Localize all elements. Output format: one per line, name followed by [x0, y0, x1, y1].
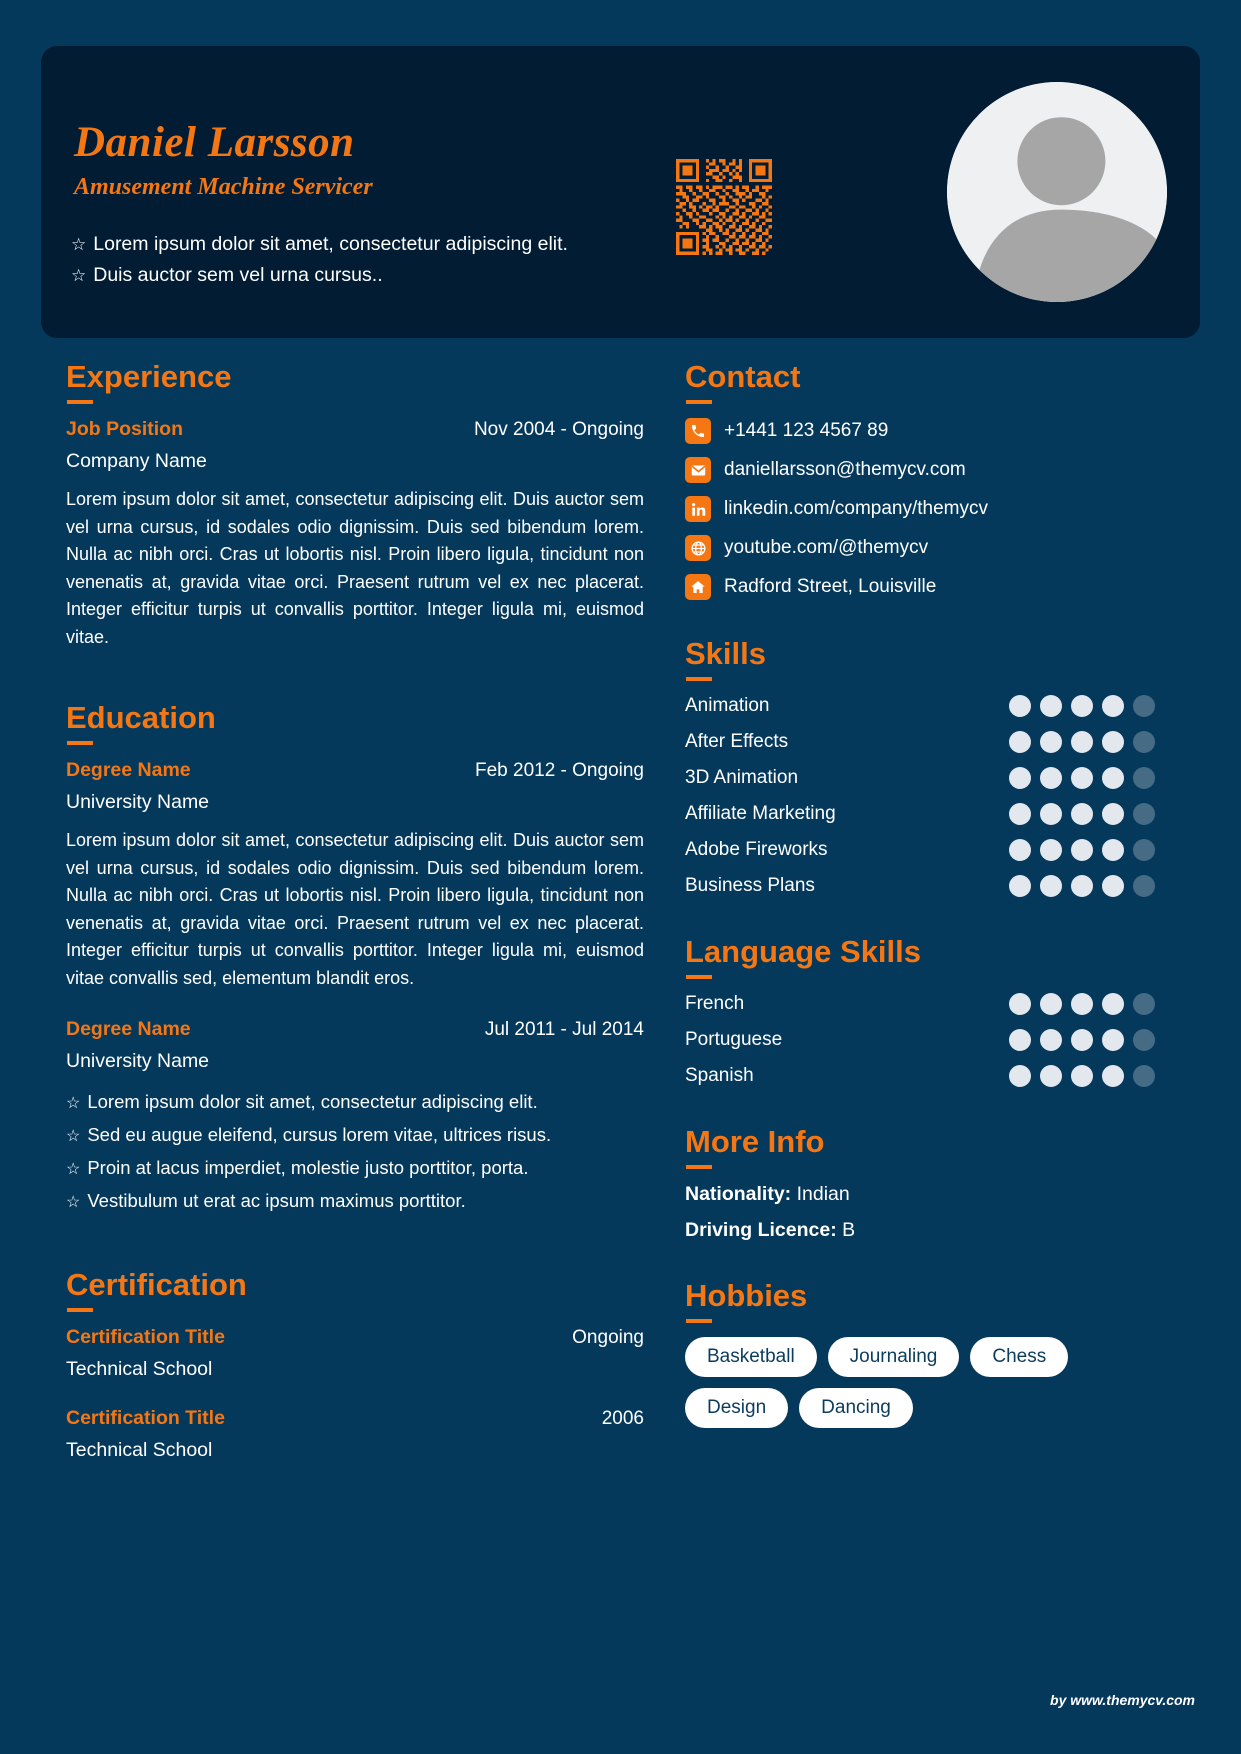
entry-title: Degree Name [66, 1018, 191, 1040]
skill-rating [1009, 695, 1155, 717]
rating-dot-filled [1071, 839, 1093, 861]
hobby-pill: Dancing [799, 1388, 913, 1428]
section-heading-certification: Certification [66, 1266, 644, 1304]
section-heading-hobbies: Hobbies [685, 1277, 1155, 1315]
language-rating [1009, 1065, 1155, 1087]
info-label: Nationality: [685, 1183, 792, 1205]
skill-rating [1009, 767, 1155, 789]
entry-title: Certification Title [66, 1407, 225, 1429]
contact-text: linkedin.com/company/themycv [724, 498, 988, 519]
rating-dot-filled [1040, 839, 1062, 861]
entry-subtitle: University Name [66, 1050, 210, 1072]
skill-row [685, 695, 1155, 717]
info-value: B [842, 1219, 856, 1241]
rating-dot-filled [1009, 1029, 1031, 1051]
section-heading-language-skills: Language Skills [685, 933, 1155, 971]
entry-date: 2006 [601, 1408, 644, 1429]
entry-header [66, 418, 644, 441]
skill-rating [1009, 875, 1155, 897]
skill-rating [1009, 803, 1155, 825]
rating-dot-filled [1009, 695, 1031, 717]
rating-dot-empty [1133, 875, 1155, 897]
star-icon: ☆ [66, 1095, 81, 1112]
star-icon: ☆ [66, 1128, 81, 1145]
rating-dot-filled [1071, 803, 1093, 825]
linkedin-icon [685, 496, 711, 522]
list-item: ☆ Vestibulum ut erat ac ipsum maximus porttitor. [66, 1190, 466, 1211]
header-summary-list [71, 229, 691, 291]
skill-rating [1009, 731, 1155, 753]
spacer [685, 613, 1155, 635]
spacer [66, 677, 644, 699]
footer-credit: by www.themycv.com [1050, 1692, 1195, 1708]
rating-dot-filled [1102, 695, 1124, 717]
entry-date: Nov 2004 - Ongoing [473, 419, 644, 440]
rating-dot-filled [1040, 695, 1062, 717]
rating-dot-empty [1133, 993, 1155, 1015]
rating-dot-filled [1009, 875, 1031, 897]
section-heading-experience: Experience [66, 358, 644, 396]
contact-text: +1441 123 4567 89 [724, 420, 889, 441]
sidebar-column [685, 358, 1155, 1428]
language-rating [1009, 993, 1155, 1015]
rating-dot-filled [1102, 875, 1124, 897]
email-icon [685, 457, 711, 483]
entry-body: Lorem ipsum dolor sit amet, consectetur adipiscing elit. Duis auctor sem vel urna cursus, id sodales odio dignissim. Duis sed bibendum lorem. Nulla ac nibh orci. Cras ut lobortis nisl. Proin libero ligula, tincidunt non venenatis at, gravida vitae orci. Praesent rutrum vel ex nec placerat. Integer efficitur turpis ut convallis porttitor. Integer ligula mi, euismod vitae. [66, 489, 644, 647]
rating-dot-filled [1040, 1029, 1062, 1051]
rating-dot-filled [1040, 731, 1062, 753]
rating-dot-filled [1102, 731, 1124, 753]
section-heading-contact: Contact [685, 358, 1155, 396]
list-item: ☆ Duis auctor sem vel urna cursus.. [71, 264, 383, 286]
hobby-pill: Journaling [828, 1337, 960, 1377]
contact-item-address[interactable] [685, 574, 1155, 600]
avatar [947, 82, 1167, 302]
entry-date: Jul 2011 - Jul 2014 [484, 1019, 644, 1040]
rating-dot-filled [1071, 993, 1093, 1015]
star-icon: ☆ [71, 235, 87, 254]
hobbies-list [685, 1337, 1155, 1428]
skill-name: After Effects [685, 731, 789, 752]
more-info-list [685, 1183, 1155, 1242]
home-icon [685, 574, 711, 600]
rating-dot-filled [1009, 1065, 1031, 1087]
skill-row [685, 803, 1155, 825]
rating-dot-filled [1009, 803, 1031, 825]
entry-subtitle: University Name [66, 791, 210, 813]
contact-text: daniellarsson@themycv.com [724, 459, 966, 480]
section-heading-more-info: More Info [685, 1123, 1155, 1161]
entry-title: Degree Name [66, 759, 191, 781]
rating-dot-filled [1009, 731, 1031, 753]
rating-dot-filled [1009, 839, 1031, 861]
education-entry [66, 1018, 644, 1218]
skill-name: 3D Animation [685, 767, 799, 788]
skill-name: Animation [685, 695, 770, 716]
rating-dot-filled [1071, 1065, 1093, 1087]
rating-dot-empty [1133, 1065, 1155, 1087]
skill-rating [1009, 839, 1155, 861]
rating-dot-filled [1102, 767, 1124, 789]
experience-entry [66, 418, 644, 651]
info-label: Driving Licence: [685, 1219, 837, 1241]
certification-entry [66, 1326, 644, 1381]
list-item: ☆ Lorem ipsum dolor sit amet, consectetur adipiscing elit. [71, 233, 568, 255]
entry-header [66, 1018, 644, 1041]
contact-item-phone[interactable] [685, 418, 1155, 444]
rating-dot-empty [1133, 767, 1155, 789]
page-title: Daniel Larsson [74, 119, 355, 166]
rating-dot-filled [1071, 1029, 1093, 1051]
entry-body: Lorem ipsum dolor sit amet, consectetur adipiscing elit. Duis auctor sem vel urna cursus, id sodales odio dignissim. Duis sed bibendum lorem. Nulla ac nibh orci. Cras ut lobortis nisl. Proin libero ligula, tincidunt non venenatis at, gravida vitae orci. Praesent rutrum vel ex nec placerat. Integer efficitur turpis ut convallis porttitor. Integer ligula mi, euismod vitae convallis sed, elementum blandit eros. [66, 830, 644, 988]
rating-dot-filled [1071, 767, 1093, 789]
phone-icon [685, 418, 711, 444]
spacer [685, 1101, 1155, 1123]
skill-name: Affiliate Marketing [685, 803, 836, 824]
section-heading-education: Education [66, 699, 644, 737]
star-icon: ☆ [71, 266, 87, 285]
job-title: Amusement Machine Servicer [74, 174, 373, 200]
language-row [685, 993, 1155, 1015]
star-icon: ☆ [66, 1194, 81, 1211]
entry-title: Job Position [66, 418, 183, 440]
star-icon: ☆ [66, 1161, 81, 1178]
hobby-pill: Design [685, 1388, 788, 1428]
contact-text: Radford Street, Louisville [724, 576, 937, 597]
contact-item-website[interactable] [685, 535, 1155, 561]
section-heading-skills: Skills [685, 635, 1155, 673]
entry-bullet-list [66, 1086, 644, 1218]
entry-subtitle: Technical School [66, 1358, 213, 1380]
entry-header [66, 1326, 644, 1349]
rating-dot-filled [1102, 1029, 1124, 1051]
rating-dot-filled [1040, 993, 1062, 1015]
info-row [685, 1219, 1155, 1242]
rating-dot-empty [1133, 1029, 1155, 1051]
skill-name: Business Plans [685, 875, 815, 896]
rating-dot-empty [1133, 731, 1155, 753]
entry-header [66, 1407, 644, 1430]
rating-dot-filled [1102, 839, 1124, 861]
rating-dot-empty [1133, 839, 1155, 861]
entry-subtitle: Technical School [66, 1439, 213, 1461]
contact-item-email[interactable] [685, 457, 1155, 483]
rating-dot-filled [1040, 1065, 1062, 1087]
rating-dot-filled [1040, 803, 1062, 825]
language-name: Portuguese [685, 1029, 783, 1050]
language-name: Spanish [685, 1065, 754, 1086]
entry-date: Ongoing [572, 1327, 644, 1348]
language-row [685, 1065, 1155, 1087]
rating-dot-filled [1071, 695, 1093, 717]
language-skills-list [685, 993, 1155, 1087]
list-item: ☆ Sed eu augue eleifend, cursus lorem vitae, ultrices risus. [66, 1124, 552, 1145]
language-rating [1009, 1029, 1155, 1051]
skills-list [685, 695, 1155, 897]
skill-row [685, 767, 1155, 789]
main-column [66, 358, 644, 1488]
hobby-pill: Basketball [685, 1337, 817, 1377]
list-item: ☆ Proin at lacus imperdiet, molestie justo porttitor, porta. [66, 1157, 529, 1178]
info-row [685, 1183, 1155, 1206]
spacer [685, 1255, 1155, 1277]
hobby-pill: Chess [970, 1337, 1068, 1377]
qr-code-icon [676, 159, 772, 255]
rating-dot-empty [1133, 695, 1155, 717]
rating-dot-filled [1102, 803, 1124, 825]
contact-list [685, 418, 1155, 600]
list-item: ☆ Lorem ipsum dolor sit amet, consectetur adipiscing elit. [66, 1091, 538, 1112]
education-entry [66, 759, 644, 992]
skill-row [685, 731, 1155, 753]
language-name: French [685, 993, 745, 1014]
spacer [685, 911, 1155, 933]
contact-text: youtube.com/@themycv [724, 537, 929, 558]
info-value: Indian [796, 1183, 850, 1205]
rating-dot-filled [1040, 875, 1062, 897]
spacer [66, 1244, 644, 1266]
entry-date: Feb 2012 - Ongoing [474, 760, 644, 781]
globe-icon [685, 535, 711, 561]
rating-dot-filled [1071, 875, 1093, 897]
skill-row [685, 839, 1155, 861]
rating-dot-filled [1040, 767, 1062, 789]
skill-name: Adobe Fireworks [685, 839, 828, 860]
rating-dot-filled [1102, 993, 1124, 1015]
entry-title: Certification Title [66, 1326, 225, 1348]
entry-subtitle: Company Name [66, 450, 207, 472]
entry-header [66, 759, 644, 782]
rating-dot-filled [1102, 1065, 1124, 1087]
header-card [41, 46, 1200, 338]
certification-entry [66, 1407, 644, 1462]
rating-dot-filled [1071, 731, 1093, 753]
rating-dot-empty [1133, 803, 1155, 825]
rating-dot-filled [1009, 993, 1031, 1015]
skill-row [685, 875, 1155, 897]
language-row [685, 1029, 1155, 1051]
rating-dot-filled [1009, 767, 1031, 789]
contact-item-linkedin[interactable] [685, 496, 1155, 522]
